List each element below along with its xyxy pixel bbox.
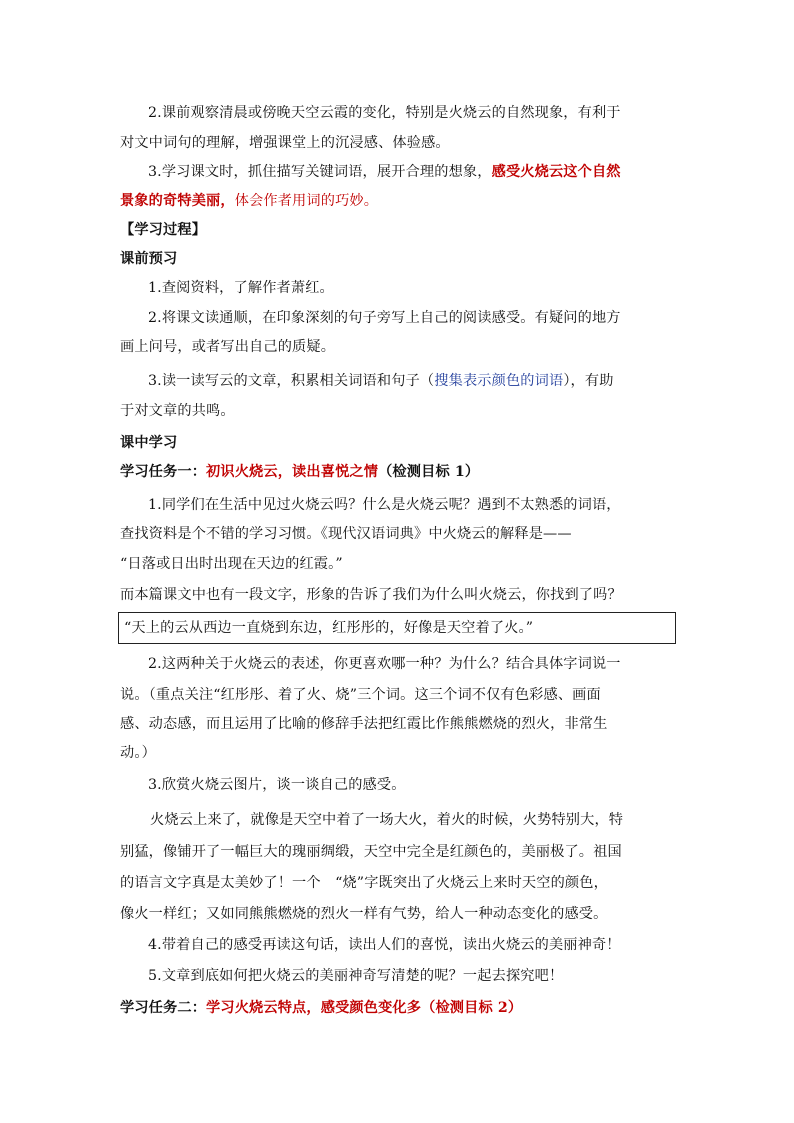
intro-item-2-line-2: 对文中词句的理解，增强课堂上的沉浸感、体验感。 [120, 135, 450, 151]
task-1-q2-line-2: 说。（重点关注“红彤彤、着了火、烧”三个词。这三个词不仅有色彩感、画面 [120, 687, 601, 703]
preview-item-3-highlight: 搜集表示颜色的词语 [434, 373, 564, 389]
intro-item-3-line-1 [148, 162, 678, 182]
task-1-q4: 4.带着自己的感受再读这句话，读出人们的喜悦，读出火烧云的美丽神奇！ [148, 937, 621, 953]
task-1-heading [120, 462, 680, 482]
intro-item-3-highlight: 感受火烧云这个自然 [491, 164, 621, 180]
task-1-answer-line-1: 火烧云上来了，就像是天空中着了一场大火，着火的时候，火势特别大，特 [150, 812, 624, 828]
intro-item-3-red-text: 体会作者用词的巧妙。 [234, 193, 379, 209]
preview-item-3-text-end: ），有助 [563, 373, 614, 389]
task-1-q1-line-4: 而本篇课文中也有一段文字，形象的告诉了我们为什么叫火烧云，你找到了吗？ [120, 587, 622, 603]
task-1-definition: “日落或日出时出现在天边的红霞。” [120, 556, 343, 572]
task-2-label: 学习任务二： [120, 1000, 207, 1016]
task-1-q5: 5.文章到底如何把火烧云的美丽神奇写清楚的呢？一起去探究吧！ [148, 968, 564, 984]
preview-item-3-text: 3.读一读写云的文章，积累相关词语和句子（ [148, 373, 435, 389]
preview-item-2-line-1: 2.将课文读通顺，在印象深刻的句子旁写上自己的阅读感受。有疑问的地方 [148, 310, 621, 326]
preview-heading: 课前预习 [120, 251, 178, 267]
task-1-title: 初识火烧云，读出喜悦之情 [206, 464, 379, 480]
task-2-heading [120, 998, 680, 1018]
preview-item-2-line-2: 画上问号，或者写出自己的质疑。 [120, 339, 336, 355]
task-1-answer-line-2: 别猛，像铺开了一幅巨大的瑰丽绸缎，天空中完全是红颜色的，美丽极了。祖国 [120, 844, 622, 860]
task-1-label: 学习任务一： [120, 464, 207, 480]
task-1-q1-line-1: 1.同学们在生活中见过火烧云吗？什么是火烧云呢？遇到不太熟悉的词语， [148, 497, 621, 513]
task-1-q2-line-1: 2.这两种关于火烧云的表述，你更喜欢哪一种？为什么？结合具体字词说一 [148, 656, 621, 672]
preview-item-1: 1.查阅资料，了解作者萧红。 [148, 280, 334, 296]
task-1-answer-line-3: 的语言文字真是太美妙了！一个 “烧”字既突出了火烧云上来时天空的颜色， [120, 875, 608, 891]
task-1-q2-line-3: 感、动态感，而且运用了比喻的修辞手法把红霞比作熊熊燃烧的烈火，非常生 [120, 716, 608, 732]
intro-item-2-line-1: 2.课前观察清晨或傍晚天空云霞的变化，特别是火烧云的自然现象，有利于 [148, 105, 621, 121]
preview-item-3-line-1 [148, 371, 678, 391]
preview-item-3-line-2: 于对文章的共鸣。 [120, 403, 235, 419]
task-2-target: （检测目标 2） [421, 1000, 523, 1016]
task-1-q3: 3.欣赏火烧云图片，谈一谈自己的感受。 [148, 777, 406, 793]
intro-item-3-highlight-cont: 景象的奇特美丽， [120, 193, 235, 209]
task-1-target: （检测目标 1） [378, 464, 480, 480]
task-1-quote: “天上的云从西边一直烧到东边，红彤彤的，好像是天空着了火。” [124, 620, 534, 636]
process-heading: 【学习过程】 [120, 222, 207, 238]
task-1-q2-line-4: 动。） [120, 745, 156, 761]
task-1-q1-line-2: 查找资料是个不错的学习习惯。《现代汉语词典》中火烧云的解释是—— [120, 526, 572, 542]
task-2-title: 学习火烧云特点，感受颜色变化多 [206, 1000, 422, 1016]
task-1-answer-line-4: 像火一样红；又如同熊熊燃烧的烈火一样有气势，给人一种动态变化的感受。 [120, 906, 608, 922]
intro-item-3-line-2 [120, 191, 680, 211]
class-heading: 课中学习 [120, 435, 178, 451]
intro-item-3-text: 3.学习课文时，抓住描写关键词语，展开合理的想象， [148, 164, 492, 180]
